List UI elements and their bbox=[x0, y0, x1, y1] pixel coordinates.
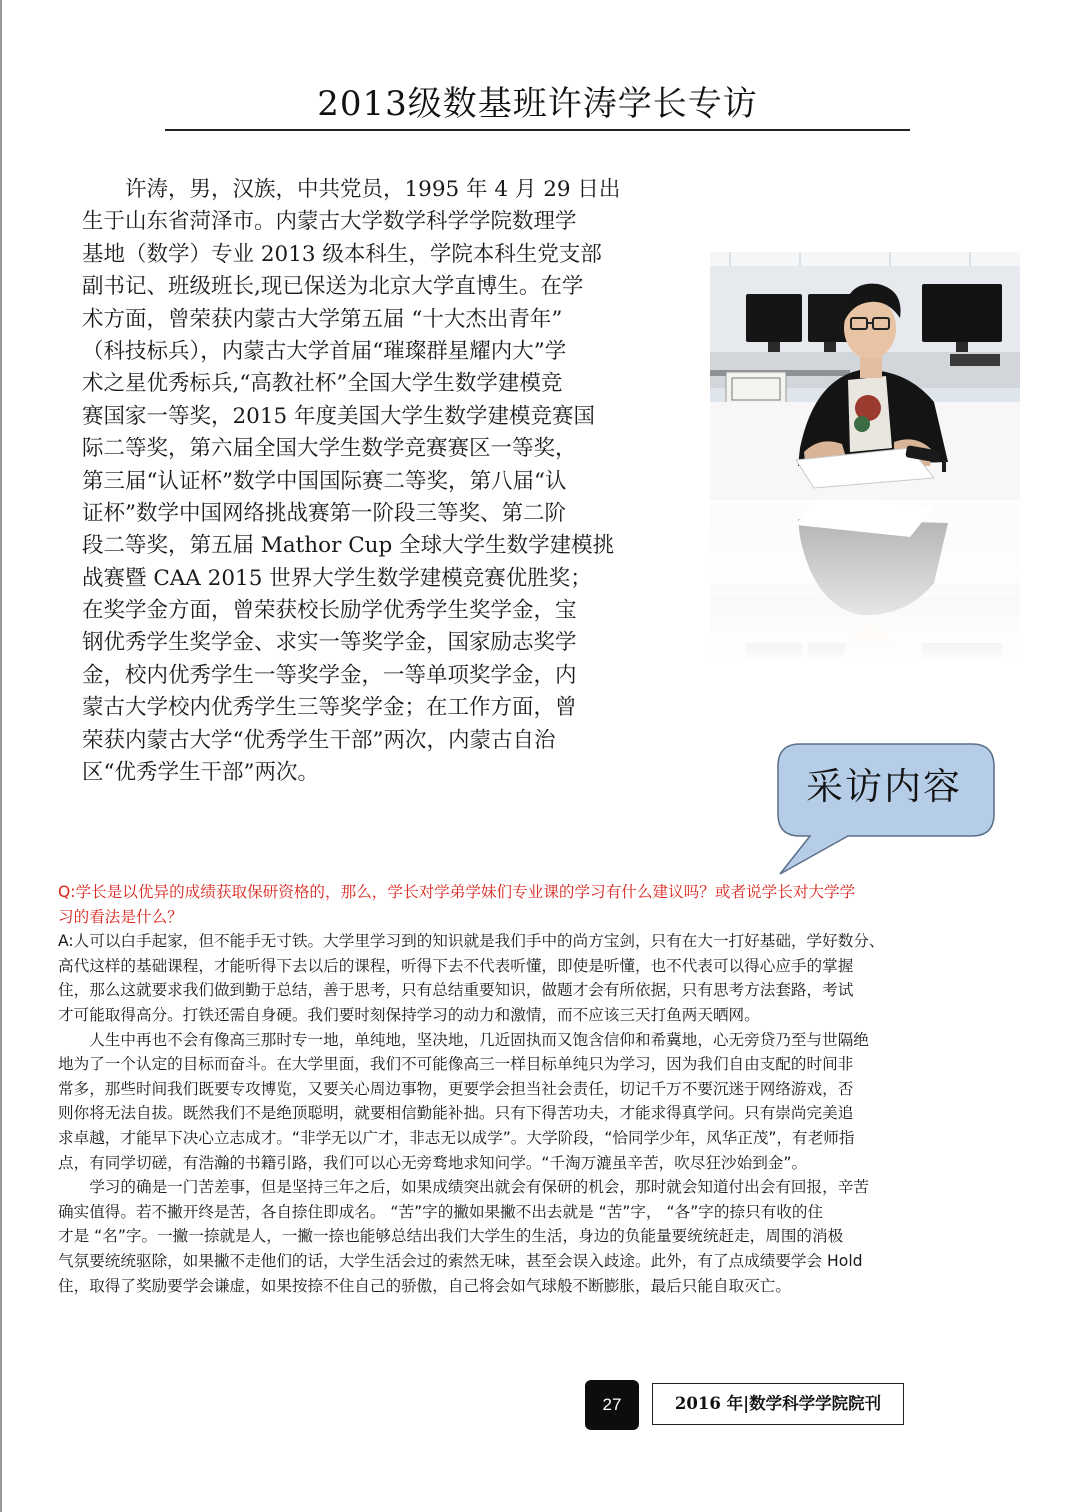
bio-line: 生于山东省菏泽市。内蒙古大学数学科学学院数理学 bbox=[82, 209, 577, 235]
bio-line: 在奖学金方面，曾荣获校长励学优秀学生奖学金，宝 bbox=[82, 598, 577, 624]
photo-reflection-illustration bbox=[710, 503, 1020, 733]
question-line: 习的看法是什么？ bbox=[58, 907, 183, 926]
bio-line: （科技标兵），内蒙古大学首届“璀璨群星耀内大”学 bbox=[82, 338, 567, 364]
answer-line: 常多，那些时间我们既要专攻博览，又要关心周边事物，更要学会担当社会责任，切记千万不要沉迷于网络游戏，否 bbox=[58, 1079, 854, 1098]
bio-line: 第三届“认证杯”数学中国国际赛二等奖，第八届“认 bbox=[82, 468, 567, 494]
answer-line: 人生中再也不会有像高三那时专一地，单纯地，坚决地，几近固执而又饱含信仰和希冀地，心无旁贷乃至与世隔绝 bbox=[58, 1030, 869, 1049]
answer-line: 住，那么这就要求我们做到勤于总结，善于思考，只有总结重要知识，做题才会有所依据，只有思考方法套路，考试 bbox=[58, 981, 854, 1000]
interview-callout bbox=[770, 738, 1000, 878]
bio-line: 钢优秀学生奖学金、求实一等奖学金，国家励志奖学 bbox=[82, 630, 577, 656]
bio-line: 战赛暨 CAA 2015 世界大学生数学建模竞赛优胜奖； bbox=[82, 565, 592, 591]
bio-line: 金，校内优秀学生一等奖学金，一等单项奖学金，内 bbox=[82, 662, 577, 688]
interviewee-photo bbox=[710, 252, 1020, 500]
bio-line: 许涛，男，汉族，中共党员，1995 年 4 月 29 日出 bbox=[82, 177, 621, 202]
answer-line: 点，有同学切磋，有浩瀚的书籍引路，我们可以心无旁骛地求知问学。“千淘万漉虽辛苦，吹尽狂沙始到金”。 bbox=[58, 1153, 808, 1172]
bio-line: 蒙古大学校内优秀学生三等奖学金；在工作方面，曾 bbox=[82, 695, 577, 721]
answer-line: 学习的确是一门苦差事，但是坚持三年之后，如果成绩突出就会有保研的机会，那时就会知道付出会有回报，辛苦 bbox=[58, 1178, 869, 1197]
answer-line: 地为了一个认定的目标而奋斗。在大学里面，我们不可能像高三一样目标单纯只为学习，因为我们自由支配的时间非 bbox=[58, 1055, 854, 1074]
answer-line: 求卓越，才能早下决心立志成才。“非学无以广才，非志无以成学”。大学阶段，“恰同学少年，风华正茂”，有老师指 bbox=[58, 1128, 855, 1147]
question-line: Q:学长是以优异的成绩获取保研资格的，那么，学长对学弟学妹们专业课的学习有什么建议吗？或者说学长对大学学 bbox=[58, 883, 856, 901]
photo-reflection bbox=[710, 503, 1020, 733]
answer-line: 确实值得。若不撇开终是苦，各自捺住即成名。 “苦”字的撇如果撇不出去就是 “苦”字， “各”字的捺只有收的住 bbox=[58, 1202, 824, 1221]
answer-line: A:人可以白手起家，但不能手无寸铁。大学里学习到的知识就是我们手中的尚方宝剑，只有在大一打好基础，学好数分、 bbox=[58, 932, 885, 951]
photo-illustration bbox=[710, 252, 1020, 500]
page-number: 27 bbox=[585, 1380, 639, 1430]
interview-body bbox=[58, 880, 1038, 1298]
answer-line: 才可能取得高分。打铁还需自身硬。我们要时刻保持学习的动力和激情，而不应该三天打鱼两天晒网。 bbox=[58, 1005, 760, 1024]
callout-label: 采访内容 bbox=[806, 765, 962, 808]
bio-line: 基地（数学）专业 2013 级本科生，学院本科生党支部 bbox=[82, 241, 602, 267]
answer-line: 高代这样的基础课程，才能听得下去以后的课程，听得下去不代表听懂，即使是听懂，也不代表可以得心应手的掌握 bbox=[58, 956, 854, 975]
bio-line: 赛国家一等奖，2015 年度美国大学生数学建模竞赛国 bbox=[82, 403, 596, 429]
answer-line: 气氛要统统驱除，如果撇不走他们的话，大学生活会过的索然无味，甚至会误入歧途。此外，有了点成绩要学会 Hold bbox=[58, 1251, 863, 1270]
bio-line: 段二等奖，第五届 Mathor Cup 全球大学生数学建模挑 bbox=[82, 533, 615, 559]
bio-line: 证杯”数学中国网络挑战赛第一阶段三等奖、第二阶 bbox=[82, 500, 566, 526]
bio-line: 际二等奖，第六届全国大学生数学竞赛赛区一等奖， bbox=[82, 436, 577, 462]
bio-line: 术方面，曾荣获内蒙古大学第五届 “十大杰出青年” bbox=[82, 306, 563, 332]
bio-paragraph bbox=[82, 174, 662, 789]
bio-line: 术之星优秀标兵,“高教社杯”全国大学生数学建模竞 bbox=[82, 371, 563, 397]
journal-name: 2016 年|数学科学学院院刊 bbox=[652, 1383, 904, 1425]
bio-line: 副书记、班级班长,现已保送为北京大学直博生。在学 bbox=[82, 274, 584, 300]
bio-line: 区“优秀学生干部”两次。 bbox=[82, 760, 319, 786]
answer-line: 住，取得了奖励要学会谦虚，如果按捺不住自己的骄傲，自己将会如气球般不断膨胀，最后只能自取灭亡。 bbox=[58, 1276, 791, 1295]
bio-line: 荣获内蒙古大学“优秀学生干部”两次，内蒙古自治 bbox=[82, 727, 556, 753]
answer-line: 才是 “名”字。一撇一捺就是人，一撇一捺也能够总结出我们大学生的生活，身边的负能量要统统赶走，周围的消极 bbox=[58, 1227, 844, 1246]
title-underline bbox=[165, 129, 910, 131]
answer-line: 则你将无法自拔。既然我们不是绝顶聪明，就要相信勤能补拙。只有下得苦功夫，才能求得真学问。只有崇尚完美追 bbox=[58, 1104, 854, 1123]
article-title: 2013级数基班许涛学长专访 bbox=[317, 84, 758, 124]
